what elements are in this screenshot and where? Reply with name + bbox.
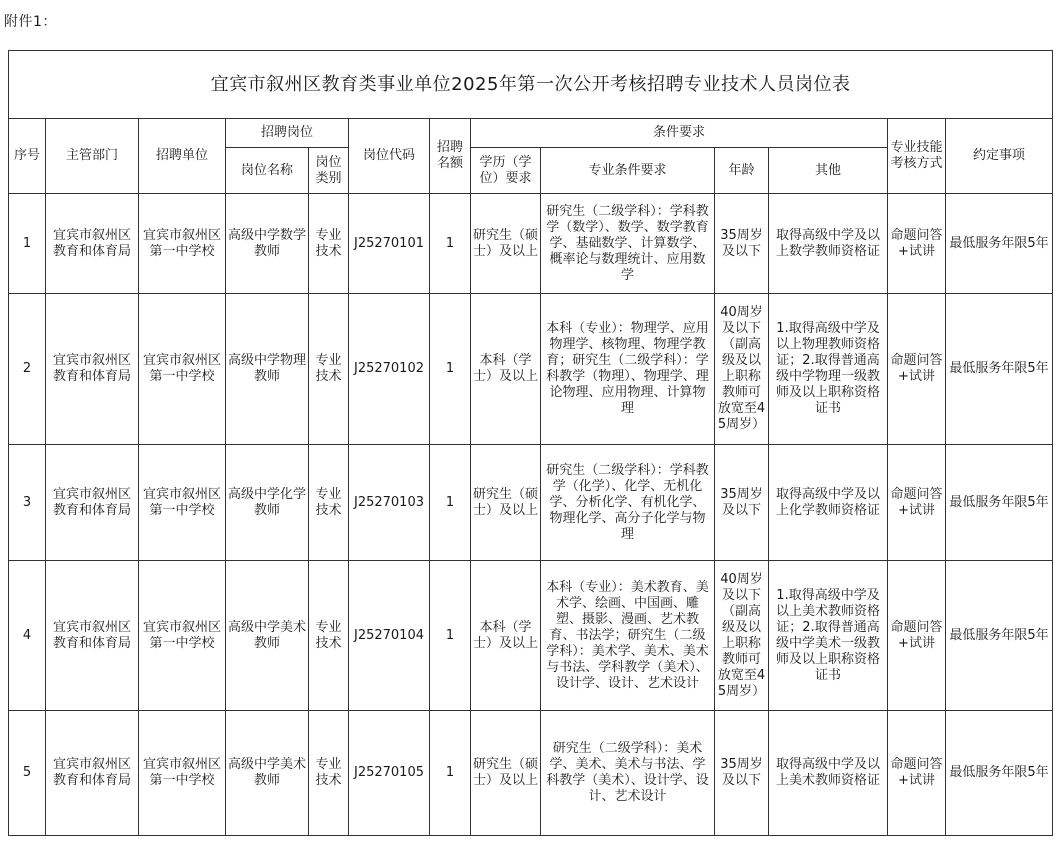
cell-assessment: 命题问答+试讲 [888, 561, 946, 711]
cell-age: 40周岁及以下（副高级及以上职称教师可放宽至45周岁） [715, 561, 769, 711]
cell-major: 本科（专业）：物理学、应用物理学、核物理、物理学教育；研究生（二级学科）：学科教学（物理）、物理学、理论物理、应用物理、计算物理 [541, 294, 715, 445]
cell-position-name: 高级中学美术教师 [226, 561, 309, 711]
cell-position-type: 专业技术 [309, 294, 349, 445]
cell-agreement: 最低服务年限5年 [946, 194, 1053, 294]
cell-department: 宜宾市叙州区教育和体育局 [46, 561, 139, 711]
cell-position-code: J25270104 [349, 561, 430, 711]
header-other: 其他 [769, 148, 888, 194]
header-department: 主管部门 [46, 119, 139, 194]
header-position-code: 岗位代码 [349, 119, 430, 194]
cell-position-code: J25270105 [349, 711, 430, 836]
cell-position-code: J25270103 [349, 445, 430, 561]
cell-position-code: J25270102 [349, 294, 430, 445]
header-education: 学历（学位）要求 [471, 148, 541, 194]
cell-employer: 宜宾市叙州区第一中学校 [139, 711, 226, 836]
cell-age: 35周岁及以下 [715, 194, 769, 294]
header-age: 年龄 [715, 148, 769, 194]
cell-quota: 1 [430, 445, 471, 561]
cell-position-type: 专业技术 [309, 711, 349, 836]
cell-department: 宜宾市叙州区教育和体育局 [46, 294, 139, 445]
table-row [9, 561, 1053, 711]
cell-major: 研究生（二级学科）：美术学、美术、美术与书法、学科教学（美术）、设计学、设计、艺术设计 [541, 711, 715, 836]
position-table [8, 50, 1053, 836]
cell-agreement: 最低服务年限5年 [946, 445, 1053, 561]
cell-major: 本科（专业）：美术教育、美术学、绘画、中国画、雕塑、摄影、漫画、艺术教育、书法学；研究生（二级学科）：美术学、美术、美术与书法、学科教学（美术）、设计学、设计、艺术设计 [541, 561, 715, 711]
header-agreement: 约定事项 [946, 119, 1053, 194]
header-position-name: 岗位名称 [226, 148, 309, 194]
cell-position-name: 高级中学物理教师 [226, 294, 309, 445]
cell-quota: 1 [430, 194, 471, 294]
table-row [9, 711, 1053, 836]
cell-seq: 4 [9, 561, 46, 711]
cell-education: 研究生（硕士）及以上 [471, 194, 541, 294]
cell-employer: 宜宾市叙州区第一中学校 [139, 561, 226, 711]
cell-quota: 1 [430, 294, 471, 445]
cell-assessment: 命题问答+试讲 [888, 194, 946, 294]
cell-age: 40周岁及以下（副高级及以上职称教师可放宽至45周岁） [715, 294, 769, 445]
cell-agreement: 最低服务年限5年 [946, 294, 1053, 445]
header-assessment: 专业技能 考核方式 [888, 119, 946, 194]
cell-department: 宜宾市叙州区教育和体育局 [46, 194, 139, 294]
cell-department: 宜宾市叙州区教育和体育局 [46, 711, 139, 836]
cell-position-name: 高级中学美术教师 [226, 711, 309, 836]
cell-seq: 2 [9, 294, 46, 445]
header-conditions-group: 条件要求 [471, 119, 888, 148]
cell-position-type: 专业技术 [309, 445, 349, 561]
cell-education: 研究生（硕士）及以上 [471, 711, 541, 836]
table-row [9, 294, 1053, 445]
cell-other: 取得高级中学及以上数学教师资格证 [769, 194, 888, 294]
header-major: 专业条件要求 [541, 148, 715, 194]
cell-age: 35周岁及以下 [715, 445, 769, 561]
header-position-group: 招聘岗位 [226, 119, 349, 148]
cell-assessment: 命题问答+试讲 [888, 445, 946, 561]
table-row [9, 194, 1053, 294]
cell-assessment: 命题问答+试讲 [888, 294, 946, 445]
cell-position-type: 专业技术 [309, 561, 349, 711]
cell-other: 1.取得高级中学及以上物理教师资格证；2.取得普通高级中学物理一级教师及以上职称资格证书 [769, 294, 888, 445]
cell-seq: 3 [9, 445, 46, 561]
table-row [9, 445, 1053, 561]
header-quota: 招聘名额 [430, 119, 471, 194]
header-position-type: 岗位类别 [309, 148, 349, 194]
cell-seq: 1 [9, 194, 46, 294]
cell-assessment: 命题问答+试讲 [888, 711, 946, 836]
cell-agreement: 最低服务年限5年 [946, 711, 1053, 836]
cell-quota: 1 [430, 561, 471, 711]
cell-seq: 5 [9, 711, 46, 836]
cell-age: 35周岁及以下 [715, 711, 769, 836]
cell-education: 本科（学士）及以上 [471, 294, 541, 445]
cell-position-type: 专业技术 [309, 194, 349, 294]
cell-position-name: 高级中学数学教师 [226, 194, 309, 294]
cell-employer: 宜宾市叙州区第一中学校 [139, 294, 226, 445]
cell-education: 研究生（硕士）及以上 [471, 445, 541, 561]
header-seq: 序号 [9, 119, 46, 194]
cell-employer: 宜宾市叙州区第一中学校 [139, 445, 226, 561]
cell-education: 本科（学士）及以上 [471, 561, 541, 711]
cell-position-code: J25270101 [349, 194, 430, 294]
header-employer: 招聘单位 [139, 119, 226, 194]
cell-agreement: 最低服务年限5年 [946, 561, 1053, 711]
table-title: 宜宾市叙州区教育类事业单位2025年第一次公开考核招聘专业技术人员岗位表 [9, 51, 1053, 119]
cell-major: 研究生（二级学科）：学科教学（化学）、化学、无机化学、分析化学、有机化学、物理化学、高分子化学与物理 [541, 445, 715, 561]
cell-employer: 宜宾市叙州区第一中学校 [139, 194, 226, 294]
cell-department: 宜宾市叙州区教育和体育局 [46, 445, 139, 561]
cell-major: 研究生（二级学科）：学科教学（数学）、数学、数学教育学、基础数学、计算数学、概率论与数理统计、应用数学 [541, 194, 715, 294]
cell-other: 取得高级中学及以上美术教师资格证 [769, 711, 888, 836]
cell-position-name: 高级中学化学教师 [226, 445, 309, 561]
cell-other: 1.取得高级中学及以上美术教师资格证；2.取得普通高级中学美术一级教师及以上职称资格证书 [769, 561, 888, 711]
cell-other: 取得高级中学及以上化学教师资格证 [769, 445, 888, 561]
attachment-label: 附件1： [4, 14, 57, 30]
cell-quota: 1 [430, 711, 471, 836]
